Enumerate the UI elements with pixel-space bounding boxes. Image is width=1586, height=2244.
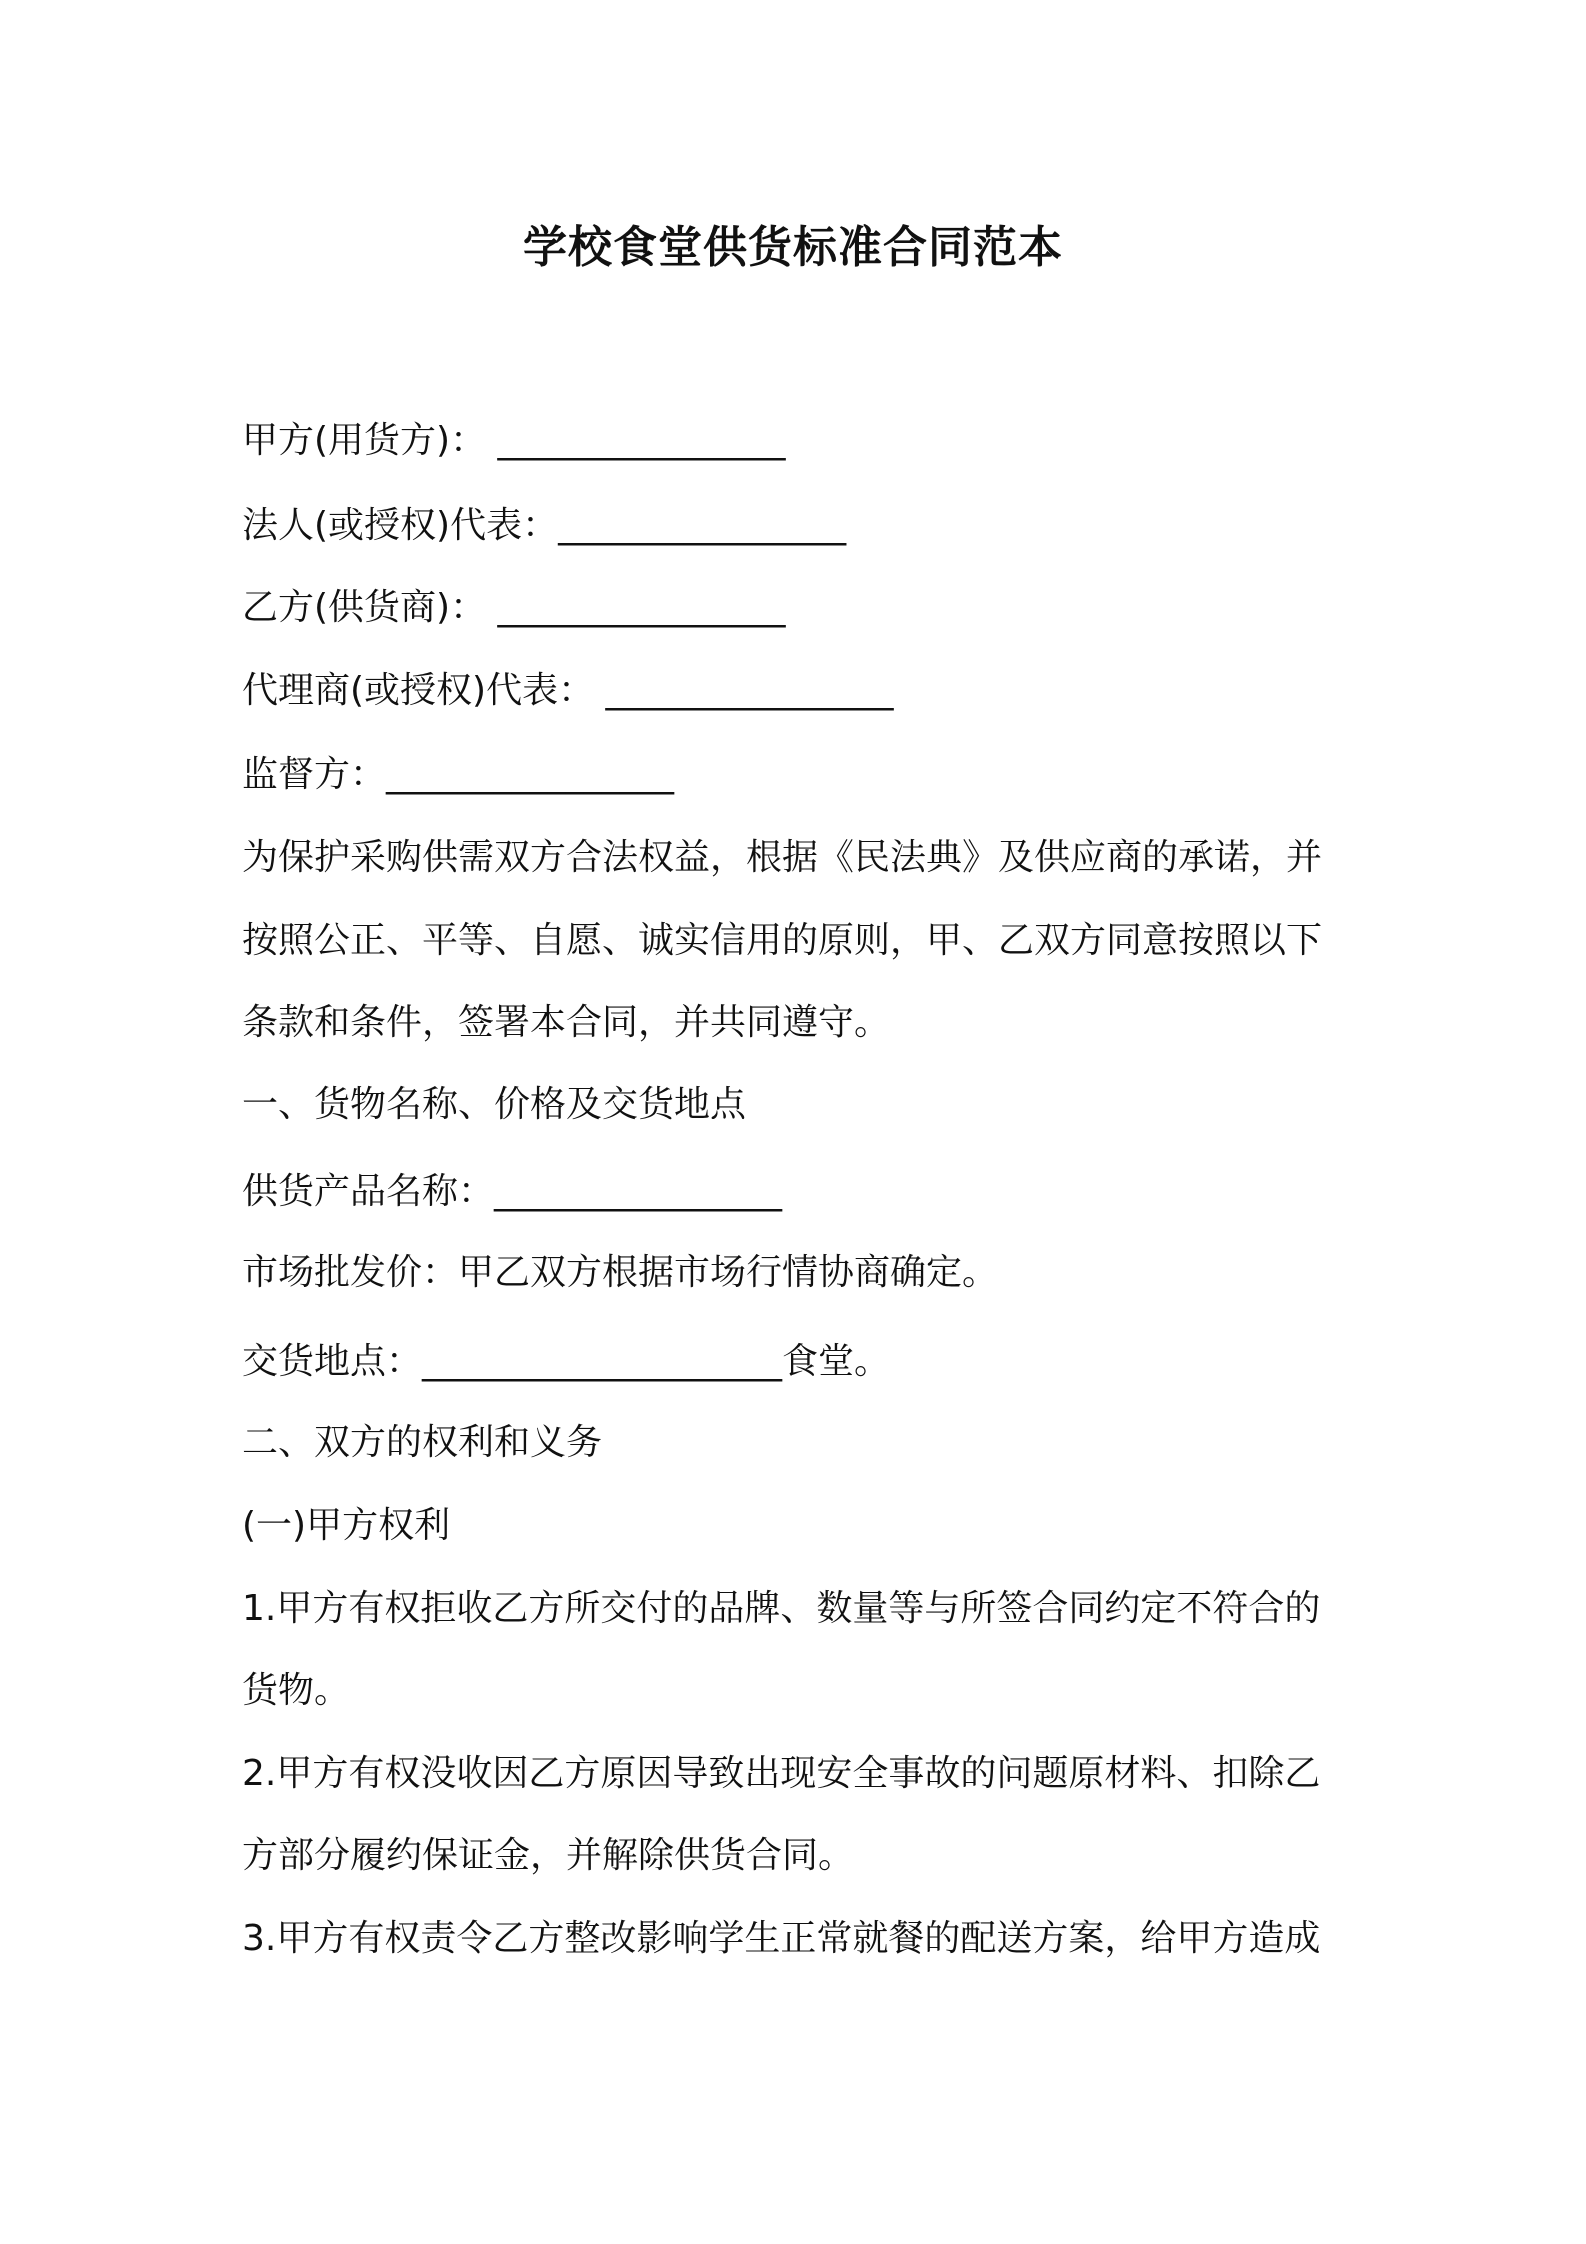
delivery-location-line: 交货地点：____________________食堂。 <box>242 1341 891 1382</box>
preamble-line-2: 按照公正、平等、自愿、诚实信用的原则，甲、乙双方同意按照以下 <box>242 920 1323 961</box>
party-b-line: 乙方(供货商)： ________________ <box>242 587 786 628</box>
clause-1-line-1: 1.甲方有权拒收乙方所交付的品牌、数量等与所签合同约定不符合的 <box>242 1588 1321 1629</box>
clause-1-line-2: 货物。 <box>242 1670 351 1711</box>
product-name-line: 供货产品名称：________________ <box>242 1171 783 1212</box>
preamble-line-3: 条款和条件，签署本合同，并共同遵守。 <box>242 1002 891 1043</box>
clause-3-line-1: 3.甲方有权责令乙方整改影响学生正常就餐的配送方案，给甲方造成 <box>242 1918 1321 1959</box>
clause-2-line-2: 方部分履约保证金，并解除供货合同。 <box>242 1835 855 1876</box>
agent-rep-line: 代理商(或授权)代表： ________________ <box>242 670 894 711</box>
section-2-heading: 二、双方的权利和义务 <box>242 1422 603 1463</box>
document-title: 学校食堂供货标准合同范本 <box>523 222 1063 273</box>
legal-rep-line: 法人(或授权)代表：________________ <box>242 505 847 546</box>
supervisor-line: 监督方：________________ <box>242 754 675 795</box>
party-a-line: 甲方(用货方)： ________________ <box>242 420 786 461</box>
subsection-party-a-rights: (一)甲方权利 <box>242 1505 451 1546</box>
section-1-heading: 一、货物名称、价格及交货地点 <box>242 1084 747 1125</box>
preamble-line-1: 为保护采购供需双方合法权益，根据《民法典》及供应商的承诺，并 <box>242 837 1323 878</box>
clause-2-line-1: 2.甲方有权没收因乙方原因导致出现安全事故的问题原材料、扣除乙 <box>242 1753 1321 1794</box>
wholesale-price-line: 市场批发价：甲乙双方根据市场行情协商确定。 <box>242 1252 999 1293</box>
